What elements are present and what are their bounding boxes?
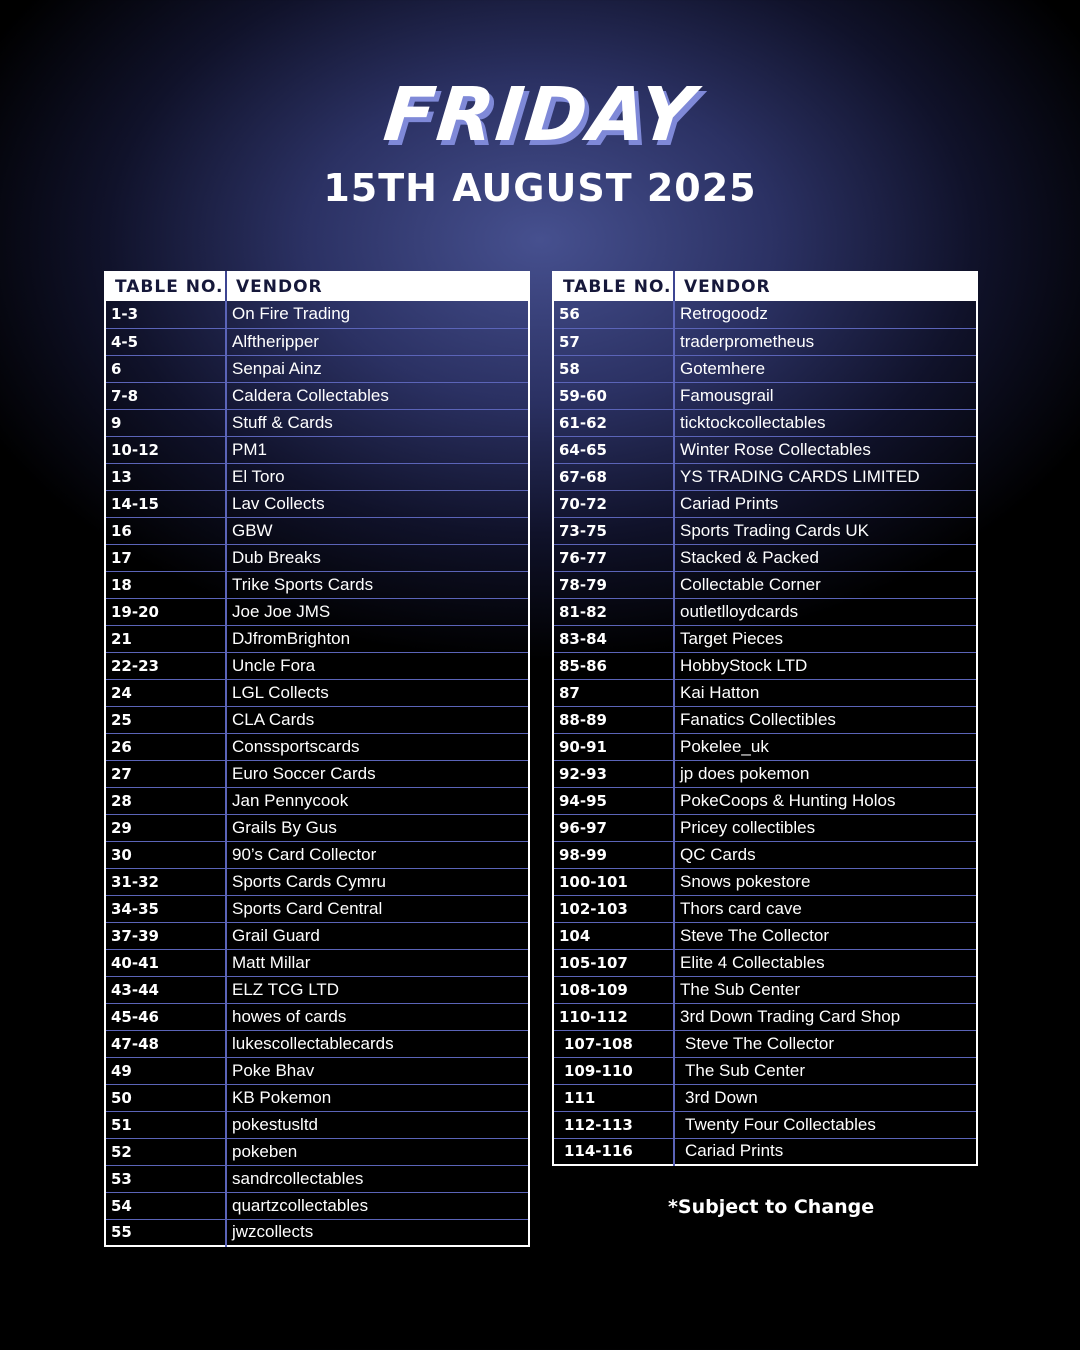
table-row	[105, 787, 529, 814]
table-number: 108-109	[553, 976, 674, 1003]
vendor-name: jp does pokemon	[674, 760, 977, 787]
table-number: 110-112	[553, 1003, 674, 1030]
table-row	[105, 571, 529, 598]
table-row	[105, 1084, 529, 1111]
table-row	[105, 895, 529, 922]
vendor-name: sandrcollectables	[226, 1165, 529, 1192]
table-number: 28	[105, 787, 226, 814]
vendor-name: Sports Card Central	[226, 895, 529, 922]
table-number: 10-12	[105, 436, 226, 463]
vendor-name: quartzcollectables	[226, 1192, 529, 1219]
table-number: 78-79	[553, 571, 674, 598]
vendor-name: Sports Trading Cards UK	[674, 517, 977, 544]
vendor-name: Stacked & Packed	[674, 544, 977, 571]
vendor-name: 3rd Down Trading Card Shop	[674, 1003, 977, 1030]
table-number: 27	[105, 760, 226, 787]
vendor-name: Steve The Collector	[674, 1030, 977, 1057]
table-number: 111	[553, 1084, 674, 1111]
vendor-name: Thors card cave	[674, 895, 977, 922]
day-title: FRIDAY	[380, 72, 700, 158]
vendor-name: Alftheripper	[226, 328, 529, 355]
table-row	[105, 301, 529, 328]
vendor-name: DJfromBrighton	[226, 625, 529, 652]
table-number: 53	[105, 1165, 226, 1192]
vendor-name: traderprometheus	[674, 328, 977, 355]
table-row	[105, 679, 529, 706]
vendor-name: Pricey collectibles	[674, 814, 977, 841]
vendor-table-right	[552, 271, 978, 1166]
vendor-name: Snows pokestore	[674, 868, 977, 895]
table-number: 59-60	[553, 382, 674, 409]
table-number: 90-91	[553, 733, 674, 760]
table-number: 40-41	[105, 949, 226, 976]
table-number: 50	[105, 1084, 226, 1111]
table-number: 43-44	[105, 976, 226, 1003]
table-row	[553, 787, 977, 814]
table-row	[105, 652, 529, 679]
vendor-name: Retrogoodz	[674, 301, 977, 328]
table-number: 112-113	[553, 1111, 674, 1138]
table-number: 47-48	[105, 1030, 226, 1057]
vendor-name: 90’s Card Collector	[226, 841, 529, 868]
table-row	[553, 976, 977, 1003]
table-row	[105, 517, 529, 544]
vendor-name: lukescollectablecards	[226, 1030, 529, 1057]
table-row	[553, 814, 977, 841]
table-row	[105, 733, 529, 760]
table-row	[105, 355, 529, 382]
table-number: 102-103	[553, 895, 674, 922]
vendor-name: pokeben	[226, 1138, 529, 1165]
table-row	[553, 463, 977, 490]
table-number: 9	[105, 409, 226, 436]
table-row	[105, 1057, 529, 1084]
table-number: 7-8	[105, 382, 226, 409]
table-row	[105, 841, 529, 868]
table-row	[105, 1030, 529, 1057]
table-row	[105, 409, 529, 436]
table-row	[553, 949, 977, 976]
table-row	[553, 625, 977, 652]
vendor-name: Conssportscards	[226, 733, 529, 760]
vendor-name: The Sub Center	[674, 976, 977, 1003]
vendor-name: Euro Soccer Cards	[226, 760, 529, 787]
vendor-name: Grails By Gus	[226, 814, 529, 841]
table-number: 88-89	[553, 706, 674, 733]
table-number: 98-99	[553, 841, 674, 868]
vendor-name: HobbyStock LTD	[674, 652, 977, 679]
table-number: 85-86	[553, 652, 674, 679]
table-row	[553, 382, 977, 409]
table-row	[553, 1111, 977, 1138]
table-row	[553, 895, 977, 922]
table-row	[553, 679, 977, 706]
vendor-name: Grail Guard	[226, 922, 529, 949]
table-row	[553, 1003, 977, 1030]
table-number: 81-82	[553, 598, 674, 625]
table-number: 17	[105, 544, 226, 571]
vendor-name: Joe Joe JMS	[226, 598, 529, 625]
table-number: 114-116	[553, 1138, 674, 1165]
table-number: 37-39	[105, 922, 226, 949]
table-number: 58	[553, 355, 674, 382]
vendor-name: Gotemhere	[674, 355, 977, 382]
table-row	[105, 625, 529, 652]
table-row	[105, 463, 529, 490]
table-number: 109-110	[553, 1057, 674, 1084]
subject-to-change-note: *Subject to Change	[668, 1196, 875, 1218]
vendor-name: GBW	[226, 517, 529, 544]
table-row	[105, 598, 529, 625]
table-row	[105, 328, 529, 355]
vendor-name: Winter Rose Collectables	[674, 436, 977, 463]
table-no-header: TABLE NO.	[553, 272, 674, 301]
vendor-name: El Toro	[226, 463, 529, 490]
vendor-name: 3rd Down	[674, 1084, 977, 1111]
vendor-name: Cariad Prints	[674, 490, 977, 517]
table-row	[553, 490, 977, 517]
vendor-name: outletlloydcards	[674, 598, 977, 625]
table-row	[105, 814, 529, 841]
table-row	[105, 1111, 529, 1138]
table-number: 1-3	[105, 301, 226, 328]
table-row	[553, 652, 977, 679]
vendor-table-left	[104, 271, 530, 1247]
table-row	[105, 760, 529, 787]
table-number: 6	[105, 355, 226, 382]
vendor-name: QC Cards	[674, 841, 977, 868]
table-row	[105, 490, 529, 517]
table-number: 105-107	[553, 949, 674, 976]
vendor-name: pokestusltd	[226, 1111, 529, 1138]
table-number: 13	[105, 463, 226, 490]
table-number: 61-62	[553, 409, 674, 436]
table-number: 45-46	[105, 1003, 226, 1030]
table-number: 29	[105, 814, 226, 841]
table-number: 96-97	[553, 814, 674, 841]
table-number: 4-5	[105, 328, 226, 355]
table-row	[105, 1165, 529, 1192]
table-row	[105, 949, 529, 976]
table-header-row	[105, 272, 529, 301]
table-number: 26	[105, 733, 226, 760]
table-number: 34-35	[105, 895, 226, 922]
table-row	[553, 760, 977, 787]
table-number: 30	[105, 841, 226, 868]
table-number: 87	[553, 679, 674, 706]
table-row	[553, 1138, 977, 1165]
table-row	[105, 544, 529, 571]
table-row	[553, 517, 977, 544]
vendor-name: Sports Cards Cymru	[226, 868, 529, 895]
table-number: 31-32	[105, 868, 226, 895]
table-row	[105, 868, 529, 895]
table-number: 56	[553, 301, 674, 328]
table-row	[105, 382, 529, 409]
vendor-name: jwzcollects	[226, 1219, 529, 1246]
vendor-name: PokeCoops & Hunting Holos	[674, 787, 977, 814]
vendor-name: Caldera Collectables	[226, 382, 529, 409]
table-row	[553, 1057, 977, 1084]
vendor-name: Collectable Corner	[674, 571, 977, 598]
vendor-name: PM1	[226, 436, 529, 463]
table-number: 24	[105, 679, 226, 706]
table-row	[553, 598, 977, 625]
table-number: 73-75	[553, 517, 674, 544]
table-row	[553, 1030, 977, 1057]
vendor-name: KB Pokemon	[226, 1084, 529, 1111]
vendor-name: Target Pieces	[674, 625, 977, 652]
vendor-name: Trike Sports Cards	[226, 571, 529, 598]
table-number: 94-95	[553, 787, 674, 814]
vendor-name: Famousgrail	[674, 382, 977, 409]
vendor-header: VENDOR	[674, 272, 977, 301]
table-number: 67-68	[553, 463, 674, 490]
table-row	[553, 733, 977, 760]
table-number: 52	[105, 1138, 226, 1165]
table-row	[553, 868, 977, 895]
vendor-name: Senpai Ainz	[226, 355, 529, 382]
vendor-name: ticktockcollectables	[674, 409, 977, 436]
vendor-name: YS TRADING CARDS LIMITED	[674, 463, 977, 490]
vendor-name: Pokelee_uk	[674, 733, 977, 760]
table-number: 64-65	[553, 436, 674, 463]
table-number: 83-84	[553, 625, 674, 652]
table-number: 107-108	[553, 1030, 674, 1057]
vendor-name: Stuff & Cards	[226, 409, 529, 436]
table-row	[105, 976, 529, 1003]
table-row	[553, 355, 977, 382]
table-row	[553, 922, 977, 949]
vendor-name: Kai Hatton	[674, 679, 977, 706]
vendor-name: CLA Cards	[226, 706, 529, 733]
vendor-name: Lav Collects	[226, 490, 529, 517]
table-row	[105, 436, 529, 463]
table-number: 57	[553, 328, 674, 355]
table-row	[553, 1084, 977, 1111]
table-number: 25	[105, 706, 226, 733]
table-row	[105, 706, 529, 733]
table-number: 14-15	[105, 490, 226, 517]
table-row	[105, 1138, 529, 1165]
table-number: 16	[105, 517, 226, 544]
vendor-name: ELZ TCG LTD	[226, 976, 529, 1003]
vendor-name: Twenty Four Collectables	[674, 1111, 977, 1138]
vendor-name: On Fire Trading	[226, 301, 529, 328]
vendor-name: Matt Millar	[226, 949, 529, 976]
table-number: 49	[105, 1057, 226, 1084]
table-number: 21	[105, 625, 226, 652]
vendor-name: Steve The Collector	[674, 922, 977, 949]
table-row	[553, 301, 977, 328]
vendor-name: Fanatics Collectibles	[674, 706, 977, 733]
table-row	[553, 328, 977, 355]
table-number: 19-20	[105, 598, 226, 625]
event-date: 15TH AUGUST 2025	[323, 166, 757, 210]
table-no-header: TABLE NO.	[105, 272, 226, 301]
vendor-name: LGL Collects	[226, 679, 529, 706]
table-number: 22-23	[105, 652, 226, 679]
vendor-name: The Sub Center	[674, 1057, 977, 1084]
vendor-name: Jan Pennycook	[226, 787, 529, 814]
vendor-name: howes of cards	[226, 1003, 529, 1030]
table-row	[105, 1003, 529, 1030]
table-number: 70-72	[553, 490, 674, 517]
table-row	[553, 571, 977, 598]
vendor-name: Poke Bhav	[226, 1057, 529, 1084]
vendor-name: Elite 4 Collectables	[674, 949, 977, 976]
table-number: 100-101	[553, 868, 674, 895]
table-row	[105, 1219, 529, 1246]
table-row	[553, 436, 977, 463]
table-row	[553, 409, 977, 436]
table-row	[105, 922, 529, 949]
table-number: 104	[553, 922, 674, 949]
table-row	[105, 1192, 529, 1219]
table-row	[553, 544, 977, 571]
table-number: 76-77	[553, 544, 674, 571]
table-header-row	[553, 272, 977, 301]
table-number: 55	[105, 1219, 226, 1246]
table-row	[553, 841, 977, 868]
vendor-name: Cariad Prints	[674, 1138, 977, 1165]
table-number: 54	[105, 1192, 226, 1219]
vendor-name: Dub Breaks	[226, 544, 529, 571]
vendor-name: Uncle Fora	[226, 652, 529, 679]
table-number: 92-93	[553, 760, 674, 787]
table-row	[553, 706, 977, 733]
vendor-header: VENDOR	[226, 272, 529, 301]
table-number: 51	[105, 1111, 226, 1138]
table-number: 18	[105, 571, 226, 598]
